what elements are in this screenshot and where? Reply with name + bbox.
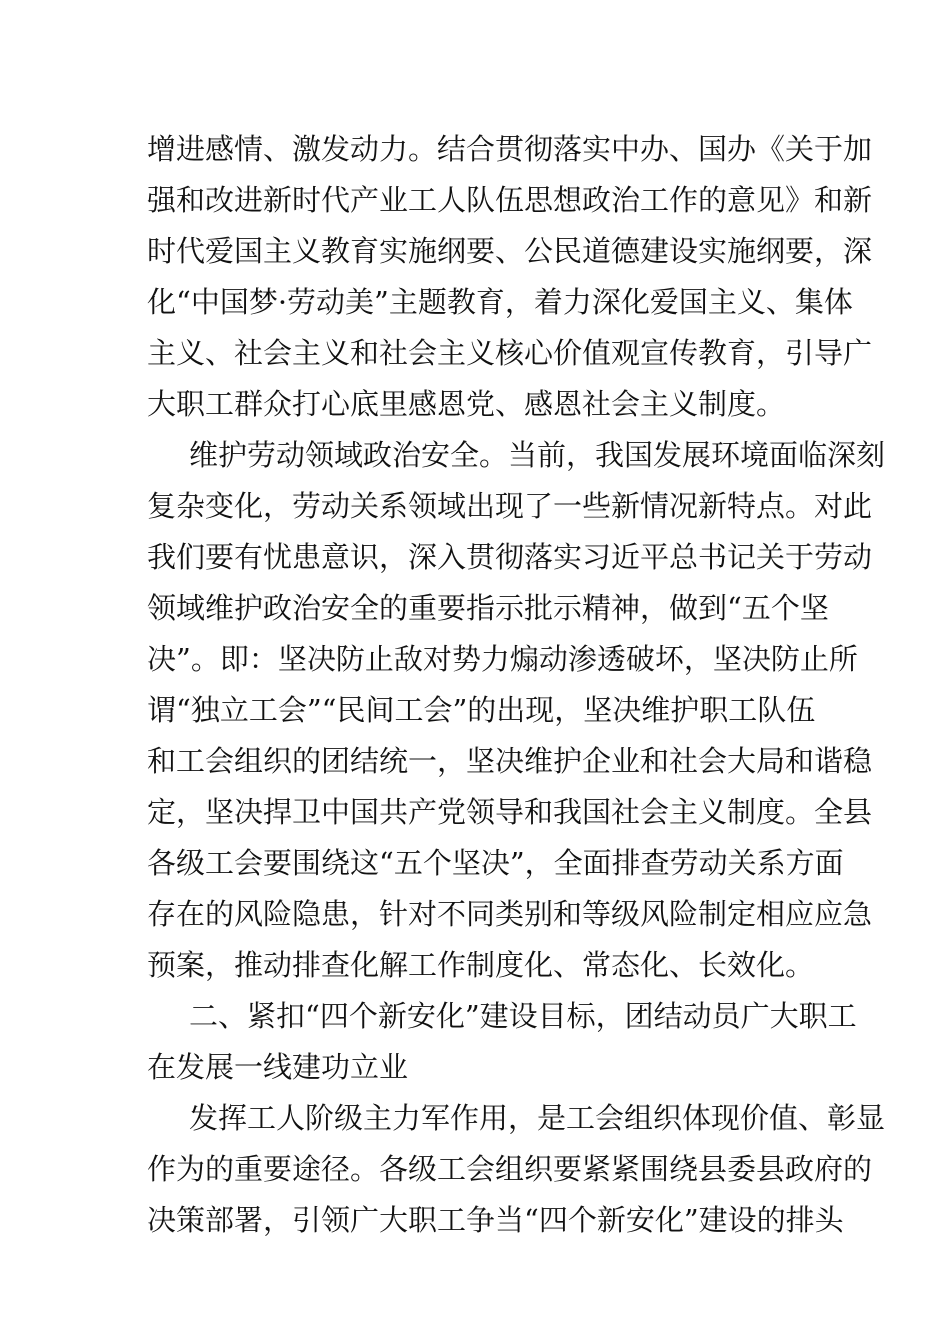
paragraph-first-line: 维护劳动领域政治安全。当前，我国发展环境面临深刻 xyxy=(189,438,886,472)
text-line: 存在的风险隐患，针对不同类别和等级风险制定相应应急 xyxy=(147,897,873,931)
text-line: 决”。即：坚决防止敌对势力煽动渗透破坏，坚决防止所 xyxy=(147,642,858,676)
text-line: 化“中国梦·劳动美”主题教育，着力深化爱国主义、集体 xyxy=(147,285,853,319)
text-line: 复杂变化，劳动关系领域出现了一些新情况新特点。对此 xyxy=(147,489,873,523)
text-line: 作为的重要途径。各级工会组织要紧紧围绕县委县政府的 xyxy=(147,1152,873,1186)
text-line: 我们要有忧患意识，深入贯彻落实习近平总书记关于劳动 xyxy=(147,540,873,574)
text-line: 谓“独立工会”“民间工会”的出现，坚决维护职工队伍 xyxy=(147,693,816,727)
document-body xyxy=(147,124,886,1246)
section-heading-line: 在发展一线建功立业 xyxy=(147,1050,409,1084)
paragraph-first-line: 发挥工人阶级主力军作用，是工会组织体现价值、彰显 xyxy=(189,1101,886,1135)
section-heading-line: 二、紧扣“四个新安化”建设目标，团结动员广大职工 xyxy=(189,999,857,1033)
text-line: 大职工群众打心底里感恩党、感恩社会主义制度。 xyxy=(147,387,786,421)
text-line: 增进感情、激发动力。结合贯彻落实中办、国办《关于加 xyxy=(147,132,873,166)
text-line: 和工会组织的团结统一，坚决维护企业和社会大局和谐稳 xyxy=(147,744,873,778)
text-line: 主义、社会主义和社会主义核心价值观宣传教育，引导广 xyxy=(147,336,873,370)
text-line: 时代爱国主义教育实施纲要、公民道德建设实施纲要，深 xyxy=(147,234,873,268)
text-line: 各级工会要围绕这“五个坚决”，全面排查劳动关系方面 xyxy=(147,846,844,880)
text-line: 定，坚决捍卫中国共产党领导和我国社会主义制度。全县 xyxy=(147,795,873,829)
text-line: 领域维护政治安全的重要指示批示精神，做到“五个坚 xyxy=(147,591,829,625)
text-line: 决策部署，引领广大职工争当“四个新安化”建设的排头 xyxy=(147,1203,844,1237)
text-line: 预案，推动排查化解工作制度化、常态化、长效化。 xyxy=(147,948,815,982)
text-line: 强和改进新时代产业工人队伍思想政治工作的意见》和新 xyxy=(147,183,873,217)
